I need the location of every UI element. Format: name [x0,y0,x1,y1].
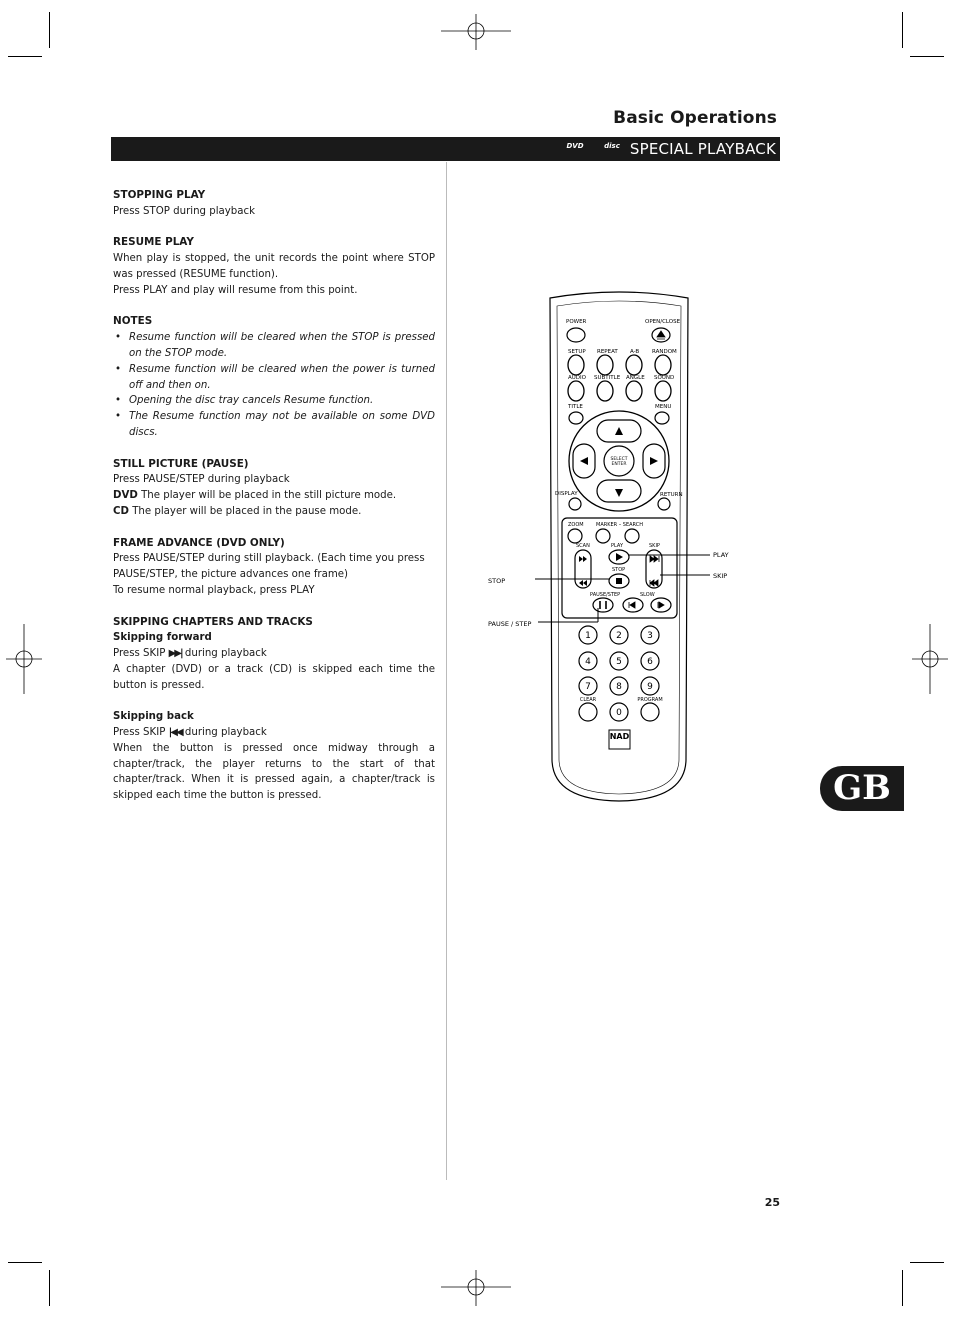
sound-button[interactable] [655,381,671,401]
arrow-left-icon [580,457,588,465]
marker-search-label: MARKER – SEARCH [596,522,644,528]
compact-disc-logo-icon [602,142,622,156]
resume-play-text: When play is stopped, the unit records the point where STOP was pressed (RESUME function). [113,253,435,280]
language-tab: GB [820,766,904,811]
subsection-title: SPECIAL PLAYBACK [629,140,776,158]
scan-label: SCAN [576,543,590,549]
setup-button[interactable] [568,355,584,375]
stopping-play-text: Press STOP during playback [113,205,256,217]
arrow-up-icon [615,427,623,435]
power-button[interactable] [567,328,585,342]
return-label: RETURN [660,492,683,498]
crop-mark [49,12,50,48]
skipping-forward-heading: Skipping forward [113,632,212,644]
crop-mark [902,1270,903,1306]
slow-label: SLOW [640,592,655,598]
registration-mark-left [6,624,42,694]
digit-label: 4 [585,657,591,667]
skipping-back-heading: Skipping back [113,711,194,723]
notes-heading: NOTES [113,315,153,328]
crop-mark [8,56,42,57]
clear-label: CLEAR [579,697,597,703]
audio-button[interactable] [568,381,584,401]
frame-advance-text-2: To resume normal playback, press PLAY [113,584,315,596]
skip-forward-icon [650,556,659,562]
arrow-down-icon [615,489,623,497]
angle-button[interactable] [626,381,642,401]
dvd-logo-text: DVD [566,142,584,150]
section-title: Basic Operations [613,108,777,128]
stop-callout: STOP [488,577,506,585]
header-bar [111,137,780,161]
open-close-label: OPEN/CLOSE [645,319,681,325]
menu-label: MENU [655,404,672,410]
select-label: SELECT [610,457,628,462]
skip-label: SKIP [649,543,660,549]
digit-label: 9 [647,682,653,692]
program-label: PROGRAM [637,697,663,703]
resume-play-text-2: Press PLAY and play will resume from this point. [113,284,358,296]
program-button[interactable] [641,703,659,721]
notes-list [113,330,435,441]
registration-mark-bottom [441,1270,511,1306]
a-b-label: A-B [630,349,640,355]
skipping-heading: SKIPPING CHAPTERS AND TRACKS [113,615,313,628]
crop-mark [8,1262,42,1263]
subtitle-label: SUBTITLE [594,375,621,381]
dvd-label: DVD [113,490,138,502]
skip-back-icon [650,580,658,586]
skipping-back-text: When the button is pressed once midway through a chapter/track, the player returns to the start of that chapter/track. When it is pressed again, a chapter/track is skipped each time the button is pressed. [113,742,435,802]
cd-text: The player will be placed in the pause mode. [132,505,362,517]
play-icon [616,553,623,561]
arrow-right-icon [650,457,658,465]
pause-step-callout: PAUSE / STEP [488,620,532,628]
remote-control-illustration [480,290,740,810]
crop-mark [902,12,903,48]
skip-back-icon: |◀◀ [168,727,182,739]
pause-step-button[interactable] [593,598,613,612]
play-callout: PLAY [713,551,729,559]
repeat-button[interactable] [597,355,613,375]
still-picture-dvd [113,488,435,504]
skip-callout: SKIP [713,572,728,580]
skipping-back-instruction: Press SKIP |◀◀ during playback [113,727,267,739]
cd-label: CD [113,505,129,517]
slow-forward-icon [658,602,664,608]
resume-play-heading: RESUME PLAY [113,236,194,249]
display-button[interactable] [569,498,581,510]
rewind-icon [579,580,587,586]
registration-mark-top [441,14,511,50]
digit-label: 2 [616,631,622,641]
list-item: • Opening the disc tray cancels Resume function. [113,393,435,409]
return-button[interactable] [658,498,670,510]
frame-advance-text: Press PAUSE/STEP during still playback. (Each time you press PAUSE/STEP, the picture advances one frame) [113,553,425,581]
stopping-play-heading: STOPPING PLAY [113,189,206,201]
page-number: 25 [764,1196,780,1209]
search-button[interactable] [625,529,639,543]
marker-button[interactable] [596,529,610,543]
still-picture-cd [113,504,435,520]
disc-logo-text: disc [604,142,620,150]
a-b-button[interactable] [626,355,642,375]
setup-label: SETUP [568,349,586,355]
slow-reverse-icon [629,602,635,608]
sound-label: SOUND [654,375,675,381]
digit-label: 7 [585,682,591,692]
eject-icon [657,331,665,339]
digit-label: 8 [616,682,622,692]
stop-icon [616,578,622,584]
dvd-logo-icon [566,142,584,156]
list-item: • The Resume function may not be available on some DVD discs. [113,409,435,441]
frame-advance-heading: FRAME ADVANCE (DVD ONLY) [113,536,285,549]
list-item: • Resume function will be cleared when the power is turned off and then on. [113,362,435,394]
fast-forward-icon [579,556,587,562]
menu-button[interactable] [655,412,669,424]
digit-label: 6 [647,657,653,667]
instructions-column [113,188,435,804]
subtitle-button[interactable] [597,381,613,401]
power-label: POWER [566,319,587,325]
skipping-forward-instruction: Press SKIP ▶▶| during playback [113,648,267,660]
pause-step-label: PAUSE/STEP [590,592,621,598]
skipping-forward-text: A chapter (DVD) or a track (CD) is skipped each time the button is pressed. [113,663,435,691]
angle-label: ANGLE [626,375,645,381]
digit-label: 0 [616,708,622,718]
digit-label: 3 [647,631,653,641]
title-button[interactable] [569,412,583,424]
title-label: TITLE [568,404,583,410]
still-picture-heading: STILL PICTURE (PAUSE) [113,457,249,470]
crop-mark [910,1262,944,1263]
brand-label: NAD [609,732,630,741]
crop-mark [49,1270,50,1306]
random-label: RANDOM [652,349,677,355]
digit-label: 5 [616,657,622,667]
column-divider [446,162,447,1180]
stop-label: STOP [612,567,626,573]
still-picture-text: Press PAUSE/STEP during playback [113,474,290,486]
audio-label: AUDIO [568,375,586,381]
digit-label: 1 [585,631,591,641]
zoom-button[interactable] [568,529,582,543]
play-label: PLAY [611,543,624,549]
zoom-label: ZOOM [568,522,584,528]
display-label: DISPLAY [555,491,578,497]
registration-mark-right [912,624,948,694]
dvd-text: The player will be placed in the still picture mode. [141,490,397,502]
enter-label: ENTER [611,462,627,467]
crop-mark [910,56,944,57]
random-button[interactable] [655,355,671,375]
pause-icon [600,601,606,609]
skip-forward-icon: ▶▶| [168,648,182,660]
repeat-label: REPEAT [597,349,618,355]
list-item: • Resume function will be cleared when the STOP is pressed on the STOP mode. [113,330,435,362]
clear-button[interactable] [579,703,597,721]
